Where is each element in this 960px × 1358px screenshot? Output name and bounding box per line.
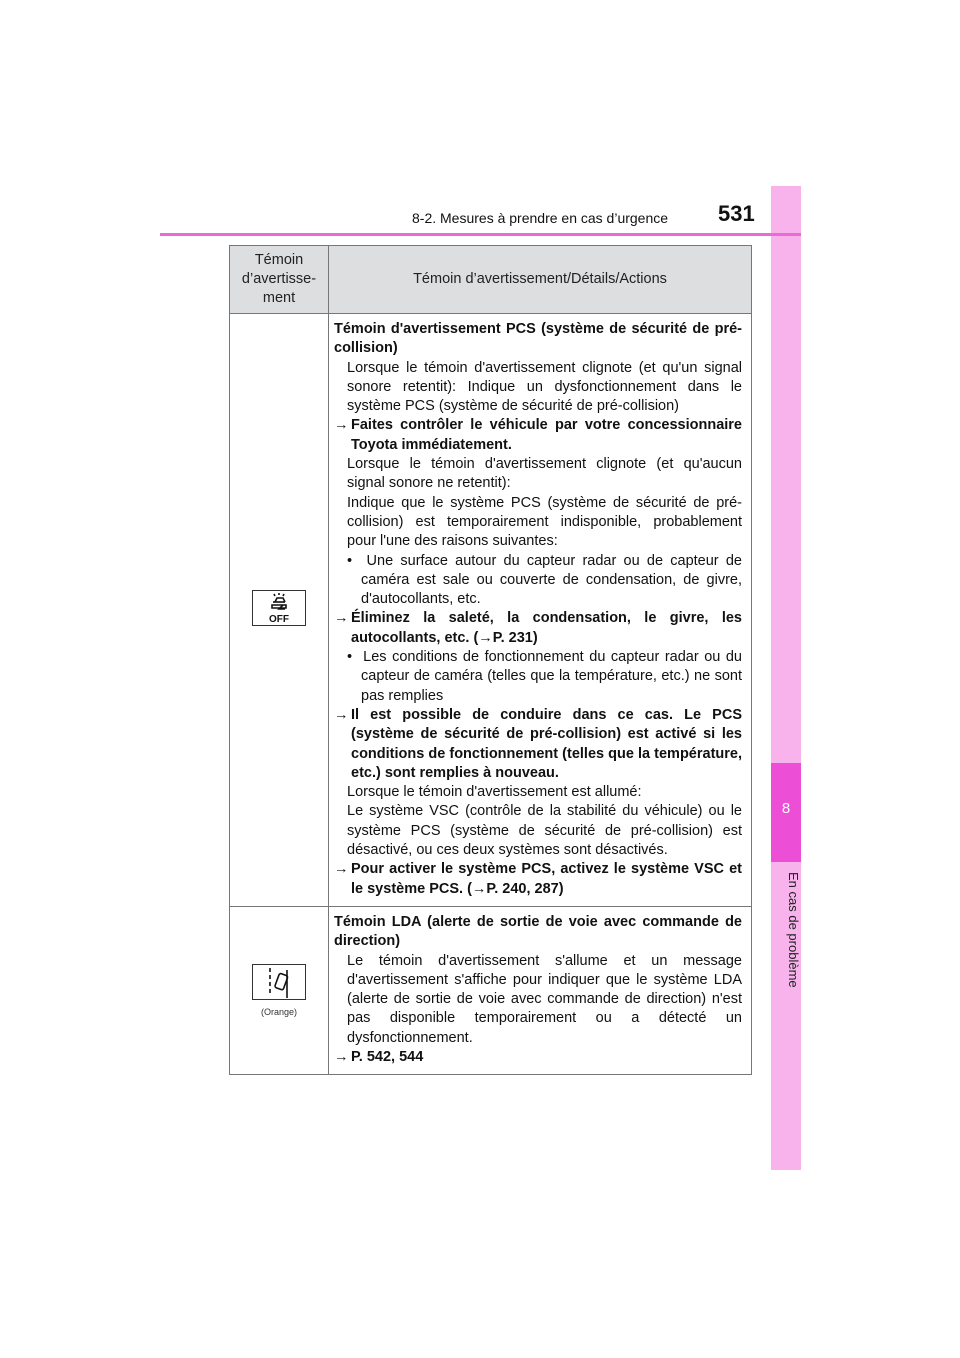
item-title: Témoin LDA (alerte de sortie de voie avec commande de direction) (334, 913, 742, 950)
bullet-item: • Une surface autour du capteur radar ou de capteur de caméra est sale ou couverte de condensation, de givre, d'autocollants, etc. (347, 552, 742, 608)
icon-cell (230, 906, 329, 1074)
page-number: 531 (718, 201, 755, 226)
action-item: → Pour activer le système PCS, activez le système VSC et le système PCS. (→P. 240, 287) (334, 861, 742, 897)
detail-text: Lorsque le témoin d'avertissement clignote (et qu'aucun signal sonore ne retentit): (347, 456, 742, 492)
action-item: → Faites contrôler le véhicule par votre concessionnaire Toyota immédiatement. (334, 417, 742, 453)
detail-text: Lorsque le témoin d'avertissement est allumé: (347, 784, 642, 801)
table-row (230, 906, 752, 1074)
chapter-title: En cas de problème (786, 872, 801, 988)
header-rule (160, 233, 801, 236)
detail-text: Indique que le système PCS (système de sécurité de pré-collision) est temporairement indisponible, probablement pour l'une des raisons suivantes: (347, 494, 742, 550)
pcs-off-warning-icon (252, 590, 306, 626)
detail-text: Lorsque le témoin d'avertissement clignote (et qu'un signal sonore retentit): Indique un dysfonctionnement dans le système PCS (système de sécurité de pré-collision) (347, 359, 742, 415)
detail-text: Le témoin d'avertissement s'allume et un message d'avertissement s'affiche pour indiquer que le système LDA (alerte de sortie de voie avec commande de direction) n'est pas disponible temporairement ou a détecté un dysfonctionnement. (347, 952, 742, 1046)
detail-text: Le système VSC (contrôle de la stabilité du véhicule) ou le système PCS (système de sécurité de pré-collision) est désactivé, ou ces deux systèmes sont désactivés. (347, 803, 742, 859)
details-cell (329, 906, 752, 1074)
table-row (230, 314, 752, 907)
section-title: 8-2. Mesures à prendre en cas d’urgence (412, 210, 669, 226)
col1-header: Témoin d’avertisse-ment (230, 246, 329, 314)
bullet-item: • Les conditions de fonctionnement du capteur radar ou du capteur de caméra (telles que la température, etc.) ne sont pas remplies (347, 649, 742, 704)
action-item: → Il est possible de conduire dans ce cas. Le PCS (système de sécurité de pré-collision) est activé si les conditions de fonctionnement (telles que la température, etc.) sont remplies à nouveau. (334, 706, 742, 781)
col2-header: Témoin d’avertissement/Détails/Actions (329, 246, 752, 314)
svg-text:OFF: OFF (269, 613, 289, 625)
warning-table (229, 245, 752, 1075)
action-item: → Éliminez la saleté, la condensation, le givre, les autocollants, etc. (→P. 231) (334, 610, 742, 646)
icon-caption: (Orange) (260, 1007, 297, 1018)
table-header-row (230, 246, 752, 314)
chapter-number: 8 (781, 800, 791, 817)
action-item: → P. 542, 544 (334, 1048, 424, 1065)
icon-cell (230, 314, 329, 907)
item-title: Témoin d'avertissement PCS (système de sécurité de pré-collision) (334, 321, 742, 357)
details-cell (329, 314, 752, 907)
lda-warning-icon (252, 964, 306, 1000)
